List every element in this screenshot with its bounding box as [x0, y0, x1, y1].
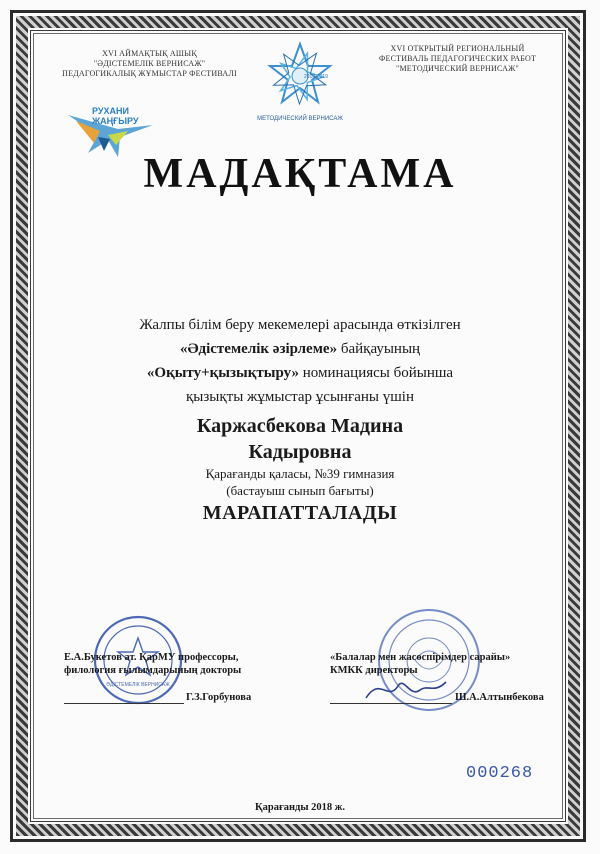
- recipient-patronymic: Кадыровна: [248, 441, 352, 463]
- header-left-line: "ӘДІСТЕМЕЛІК ВЕРНИСАЖ": [93, 59, 206, 68]
- header-right-line: XVI ОТКРЫТЫЙ РЕГИОНАЛЬНЫЙ: [390, 44, 525, 53]
- header-right-text: [365, 44, 550, 74]
- body-line-3: «Оқыту+қызықтыру» номинациясы бойынша: [146, 365, 454, 381]
- body-line-4: қызықты жұмыстар ұсынғаны үшін: [186, 389, 414, 405]
- emblem-years: 2018-2019: [304, 74, 328, 80]
- header-right-line: "МЕТОДИЧЕСКИЙ ВЕРНИСАЖ": [396, 64, 519, 73]
- award-text: МАРАПАТТАЛАДЫ: [202, 502, 398, 524]
- rukhani-logo-text: РУХАНИ ЖАҢҒЫРУ: [92, 106, 139, 126]
- right-signature-line: [330, 703, 452, 704]
- header-right-line: ФЕСТИВАЛЬ ПЕДАГОГИЧЕСКИХ РАБОТ: [378, 54, 537, 63]
- left-signatory-title: Е.А.Букетов ат. ҚарМУ профессоры, филология ғылымдарының докторы: [64, 652, 242, 676]
- recipient-department: (бастауыш сынып бағыты): [226, 483, 374, 498]
- right-signatory-name: Ш.А.Алтынбекова: [455, 692, 544, 703]
- left-signature-line: [64, 703, 184, 704]
- serial-number: 000268: [466, 764, 534, 783]
- festival-emblem-icon: [245, 36, 355, 124]
- footer-place-date: Қарағанды 2018 ж.: [254, 802, 346, 813]
- header-left-text: [52, 49, 247, 79]
- header-left-line: ПЕДАГОГИКАЛЫҚ ЖҰМЫСТАР ФЕСТИВАЛІ: [62, 69, 237, 78]
- emblem-caption: МЕТОДИЧЕСКИЙ ВЕРНИСАЖ: [257, 116, 343, 122]
- right-signatory-title: «Балалар мен жасөспірімдер сарайы» КМКК директоры: [330, 652, 511, 676]
- header-left-line: XVI АЙМАҚТЫҚ АШЫҚ: [102, 49, 197, 58]
- body-line-1: Жалпы білім беру мекемелері арасында өткізілген: [139, 317, 461, 333]
- left-stamp-text: ӘДІСТЕМЕЛІК ВЕРНИСАЖ: [106, 682, 170, 688]
- recipient-school: Қарағанды қаласы, №39 гимназия: [205, 466, 395, 481]
- body-line-2: «Әдістемелік әзірлеме» байқауының: [179, 341, 421, 357]
- recipient-name: Каржасбекова Мадина: [196, 415, 404, 437]
- certificate-title: МАДАҚТАМА: [143, 151, 457, 197]
- left-signatory-name: Г.З.Горбунова: [186, 692, 252, 703]
